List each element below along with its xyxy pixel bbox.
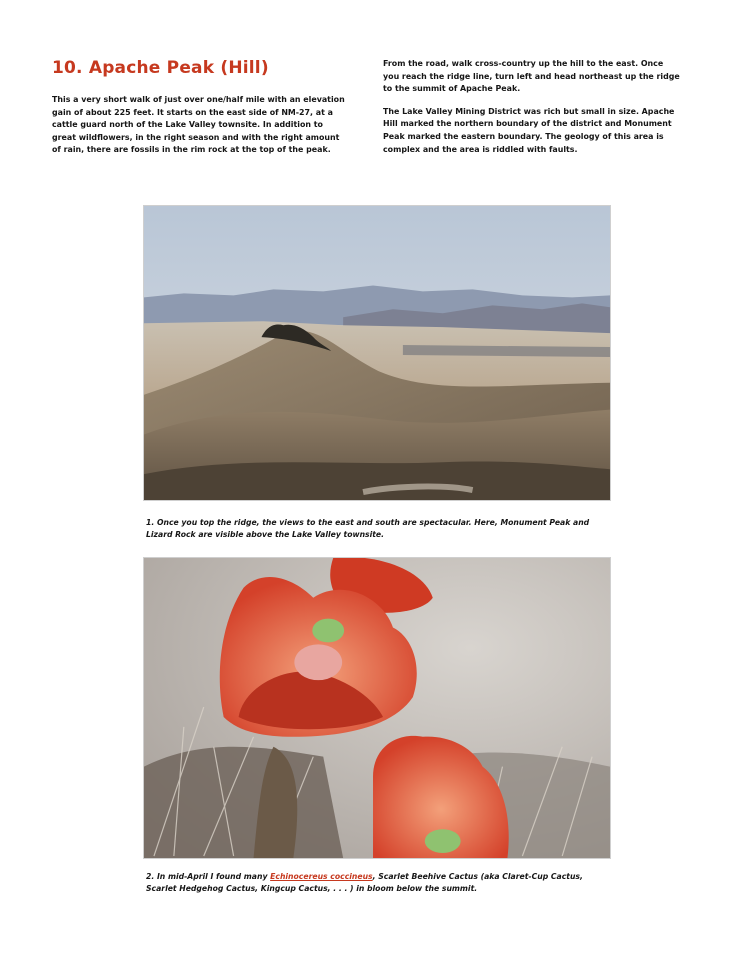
cactus-flower-photo: [143, 557, 611, 859]
landscape-photo: [143, 205, 611, 501]
page-title: 10. Apache Peak (Hill): [52, 58, 269, 78]
cactus-flower-illustration: [144, 558, 610, 858]
district-paragraph: The Lake Valley Mining District was rich but small in size. Apache Hill marked the northern boundary of the district and Monument Peak marked the eastern boundary. The geology of this area is complex and the area is riddled with faults.: [383, 106, 675, 154]
landscape-illustration: [144, 206, 610, 500]
species-link[interactable]: Echinocereus coccineus: [270, 872, 373, 881]
caption-prefix: 2. In mid-April I found many: [146, 872, 271, 881]
landscape-caption: 1. Once you top the ridge, the views to the east and south are spectacular. Here, Monument Peak and Lizard Rock are visible above the Lake Valley townsite.: [146, 518, 590, 540]
route-paragraph: From the road, walk cross-country up the hill to the east. Once you reach the ridge line, turn left and head northeast up the ridge to the summit of Apache Peak.: [383, 59, 680, 94]
caption-suffix: , Scarlet Beehive Cactus (aka Claret-Cup Cactus, Scarlet Hedgehog Cactus, Kingcup Cactus, . . . ) in bloom below the summit.: [146, 872, 583, 894]
left-column: [52, 94, 348, 167]
right-column: [383, 58, 681, 166]
cactus-flower-caption: [146, 871, 616, 896]
intro-paragraph: This a very short walk of just over one/half mile with an elevation gain of about 225 feet. It starts on the east side of NM-27, at a cattle guard north of the Lake Valley townsite. In addition to great wildflowers, in the right season and with the right amount of rain, there are fossils in the rim rock at the top of the peak.: [52, 95, 345, 155]
